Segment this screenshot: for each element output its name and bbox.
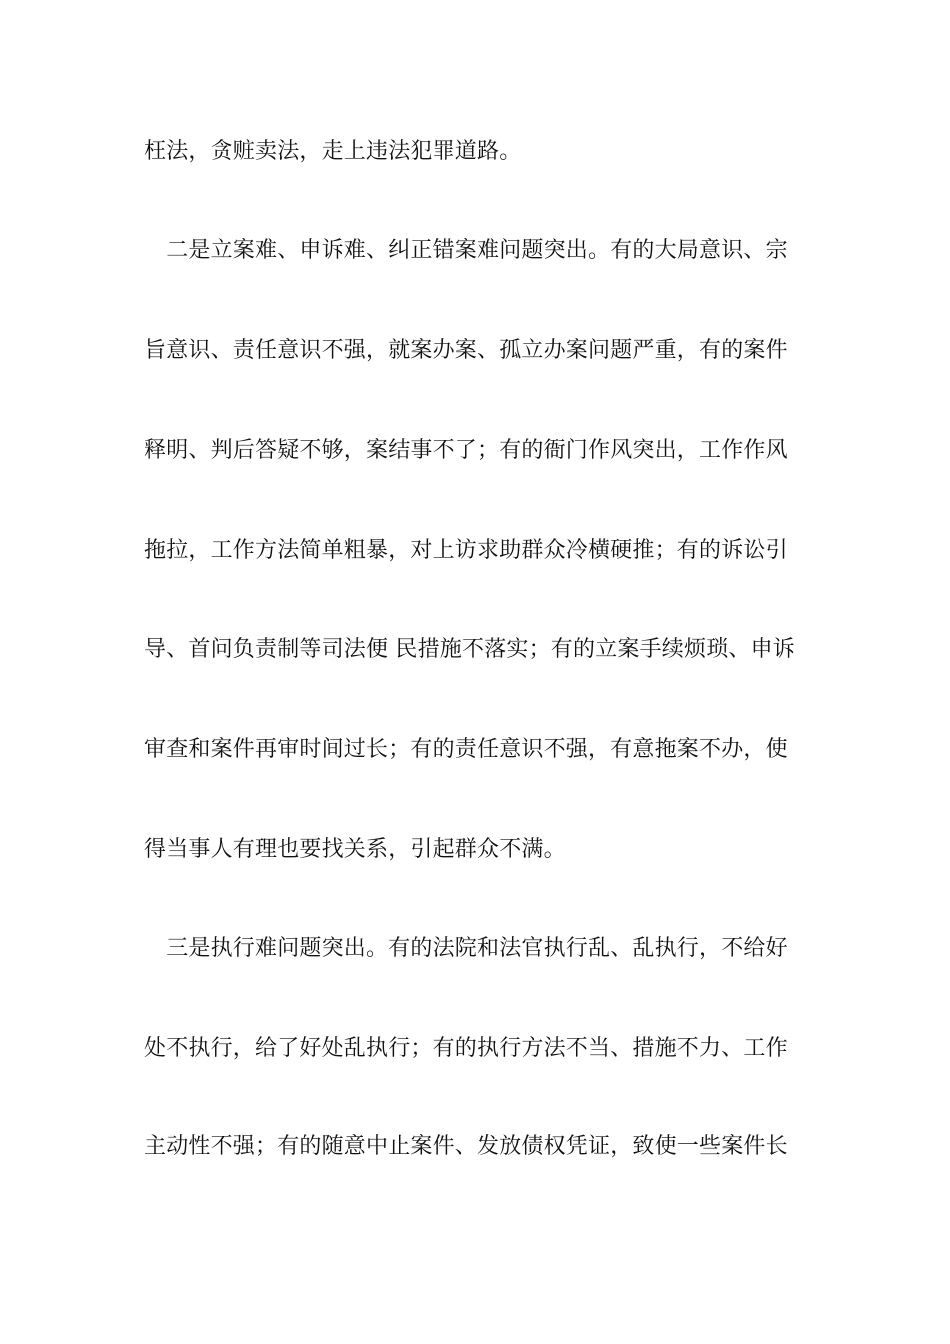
text-line: 导、首问负责制等司法便 民措施不落实；有的立案手续烦琐、申诉 <box>144 637 795 662</box>
paragraph-start-line: 三是执行难问题突出。有的法院和法官执行乱、乱执行，不给好 <box>144 936 788 961</box>
text-line: 审查和案件再审时间过长；有的责任意识不强，有意拖案不办，使 <box>144 737 788 762</box>
text-line: 得当事人有理也要找关系，引起群众不满。 <box>144 837 566 862</box>
text-line: 枉法，贪赃卖法，走上违法犯罪道路。 <box>144 139 522 164</box>
text-line: 旨意识、责任意识不强，就案办案、孤立办案问题严重，有的案件 <box>144 338 788 363</box>
paragraph-start-line: 二是立案难、申诉难、纠正错案难问题突出。有的大局意识、宗 <box>144 238 788 263</box>
text-line: 拖拉，工作方法简单粗暴，对上访求助群众冷横硬推；有的诉讼引 <box>144 538 788 563</box>
text-line: 释明、判后答疑不够，案结事不了；有的衙门作风突出，工作作风 <box>144 438 788 463</box>
text-line: 主动性不强；有的随意中止案件、发放债权凭证，致使一些案件长 <box>144 1134 788 1159</box>
text-line: 处不执行，给了好处乱执行；有的执行方法不当、措施不力、工作 <box>144 1036 788 1061</box>
